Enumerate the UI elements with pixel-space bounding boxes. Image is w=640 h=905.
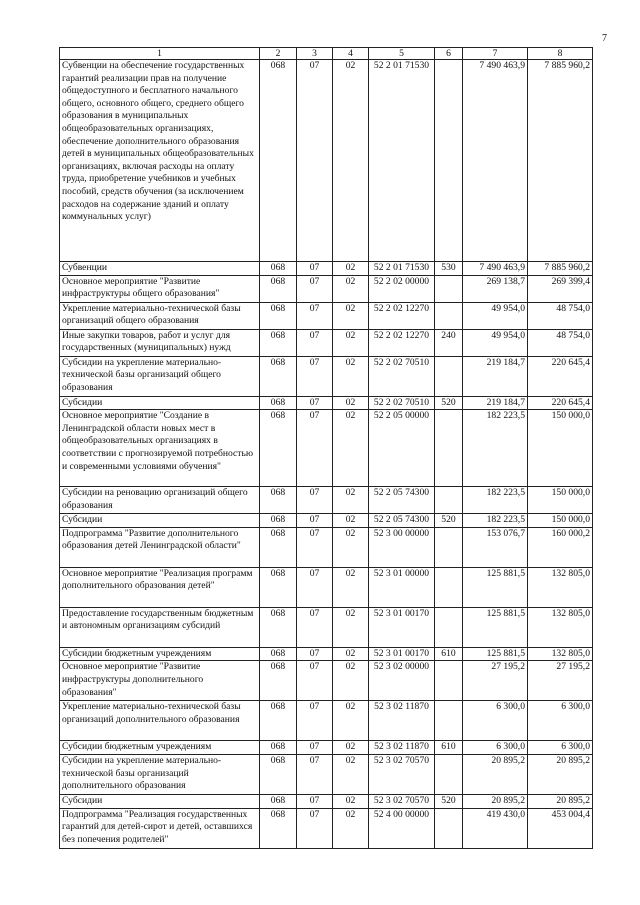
row-section-code: 07 <box>297 60 333 262</box>
row-name: Укрепление материально-технической базы организаций дополнительного образования <box>60 701 260 741</box>
page-number: 7 <box>602 33 607 44</box>
row-name: Субсидии <box>60 514 260 528</box>
row-sum-year1: 7 490 463,9 <box>463 60 528 262</box>
row-sum-year1: 6 300,0 <box>463 701 528 741</box>
column-header: 6 <box>435 48 463 60</box>
row-expense-type <box>435 808 463 848</box>
row-sum-year1: 419 430,0 <box>463 808 528 848</box>
table-row <box>60 567 593 607</box>
table-row <box>60 262 593 276</box>
column-header: 2 <box>260 48 297 60</box>
table-row <box>60 661 593 701</box>
row-target-code: 52 3 01 00000 <box>369 567 435 607</box>
row-expense-type <box>435 701 463 741</box>
row-section-code: 07 <box>297 356 333 396</box>
row-admin-code: 068 <box>260 741 297 755</box>
row-expense-type: 240 <box>435 329 463 356</box>
row-section-code: 07 <box>297 262 333 276</box>
row-name: Подпрограмма "Реализация государственных гарантий для детей-сирот и детей, оставшихся без попечения родителей" <box>60 808 260 848</box>
row-name: Субсидии бюджетным учреждениям <box>60 647 260 661</box>
row-target-code: 52 2 01 71530 <box>369 60 435 262</box>
row-target-code: 52 4 00 00000 <box>369 808 435 848</box>
row-subsection-code: 02 <box>333 607 369 647</box>
table-row <box>60 410 593 487</box>
table-row <box>60 356 593 396</box>
row-expense-type <box>435 487 463 514</box>
row-expense-type <box>435 275 463 302</box>
row-sum-year1: 49 954,0 <box>463 329 528 356</box>
row-section-code: 07 <box>297 701 333 741</box>
row-sum-year1: 219 184,7 <box>463 356 528 396</box>
row-name: Иные закупки товаров, работ и услуг для государственных (муниципальных) нужд <box>60 329 260 356</box>
row-target-code: 52 3 02 00000 <box>369 661 435 701</box>
row-name: Подпрограмма "Развитие дополнительного образования детей Ленинградской области" <box>60 527 260 567</box>
row-target-code: 52 3 02 70570 <box>369 794 435 808</box>
budget-table <box>59 47 593 849</box>
row-sum-year1: 182 223,5 <box>463 487 528 514</box>
row-subsection-code: 02 <box>333 410 369 487</box>
row-admin-code: 068 <box>260 396 297 410</box>
table-row <box>60 329 593 356</box>
row-sum-year1: 20 895,2 <box>463 794 528 808</box>
row-name: Субсидии <box>60 794 260 808</box>
column-header: 8 <box>528 48 593 60</box>
row-subsection-code: 02 <box>333 741 369 755</box>
column-header: 5 <box>369 48 435 60</box>
row-sum-year2: 6 300,0 <box>528 741 593 755</box>
row-expense-type <box>435 302 463 329</box>
table-header-row <box>60 48 593 60</box>
row-admin-code: 068 <box>260 607 297 647</box>
row-target-code: 52 3 01 00170 <box>369 607 435 647</box>
row-admin-code: 068 <box>260 661 297 701</box>
row-target-code: 52 3 02 11870 <box>369 701 435 741</box>
row-section-code: 07 <box>297 329 333 356</box>
table-row <box>60 647 593 661</box>
row-section-code: 07 <box>297 661 333 701</box>
table-row <box>60 701 593 741</box>
row-target-code: 52 3 01 00170 <box>369 647 435 661</box>
table-row <box>60 514 593 528</box>
row-sum-year1: 49 954,0 <box>463 302 528 329</box>
column-header: 4 <box>333 48 369 60</box>
row-sum-year2: 150 000,0 <box>528 487 593 514</box>
row-expense-type <box>435 410 463 487</box>
row-subsection-code: 02 <box>333 808 369 848</box>
row-sum-year2: 132 805,0 <box>528 607 593 647</box>
row-expense-type <box>435 356 463 396</box>
row-sum-year1: 153 076,7 <box>463 527 528 567</box>
row-sum-year2: 20 895,2 <box>528 794 593 808</box>
row-subsection-code: 02 <box>333 329 369 356</box>
row-section-code: 07 <box>297 794 333 808</box>
table-row <box>60 527 593 567</box>
row-subsection-code: 02 <box>333 701 369 741</box>
row-section-code: 07 <box>297 396 333 410</box>
row-section-code: 07 <box>297 607 333 647</box>
row-admin-code: 068 <box>260 302 297 329</box>
column-header: 7 <box>463 48 528 60</box>
row-name: Субсидии на реновацию организаций общего образования <box>60 487 260 514</box>
row-admin-code: 068 <box>260 60 297 262</box>
row-admin-code: 068 <box>260 701 297 741</box>
table-row <box>60 741 593 755</box>
row-subsection-code: 02 <box>333 647 369 661</box>
row-target-code: 52 3 00 00000 <box>369 527 435 567</box>
row-sum-year2: 453 004,4 <box>528 808 593 848</box>
row-target-code: 52 2 05 74300 <box>369 514 435 528</box>
row-name: Субсидии на укрепление материально-технической базы организаций дополнительного образования <box>60 754 260 794</box>
row-subsection-code: 02 <box>333 275 369 302</box>
column-header: 1 <box>60 48 260 60</box>
row-sum-year2: 220 645,4 <box>528 396 593 410</box>
row-subsection-code: 02 <box>333 514 369 528</box>
row-expense-type <box>435 60 463 262</box>
row-admin-code: 068 <box>260 262 297 276</box>
table-row <box>60 302 593 329</box>
row-subsection-code: 02 <box>333 794 369 808</box>
row-admin-code: 068 <box>260 808 297 848</box>
table-row <box>60 794 593 808</box>
row-expense-type <box>435 661 463 701</box>
row-name: Укрепление материально-технической базы организаций общего образования <box>60 302 260 329</box>
row-sum-year1: 7 490 463,9 <box>463 262 528 276</box>
row-name: Основное мероприятие "Реализация программ дополнительного образования детей" <box>60 567 260 607</box>
row-target-code: 52 3 02 11870 <box>369 741 435 755</box>
row-expense-type <box>435 567 463 607</box>
row-expense-type: 520 <box>435 794 463 808</box>
row-target-code: 52 2 02 00000 <box>369 275 435 302</box>
row-target-code: 52 2 05 00000 <box>369 410 435 487</box>
row-sum-year1: 125 881,5 <box>463 567 528 607</box>
table-body <box>60 60 593 849</box>
row-admin-code: 068 <box>260 527 297 567</box>
row-section-code: 07 <box>297 275 333 302</box>
row-sum-year1: 219 184,7 <box>463 396 528 410</box>
row-section-code: 07 <box>297 567 333 607</box>
row-admin-code: 068 <box>260 275 297 302</box>
row-name: Предоставление государственным бюджетным и автономным организациям субсидий <box>60 607 260 647</box>
row-sum-year2: 160 000,2 <box>528 527 593 567</box>
row-name: Субвенции <box>60 262 260 276</box>
row-section-code: 07 <box>297 647 333 661</box>
table-row <box>60 275 593 302</box>
row-sum-year2: 48 754,0 <box>528 329 593 356</box>
row-expense-type: 520 <box>435 396 463 410</box>
row-subsection-code: 02 <box>333 262 369 276</box>
row-admin-code: 068 <box>260 329 297 356</box>
table-row <box>60 607 593 647</box>
row-subsection-code: 02 <box>333 302 369 329</box>
row-name: Основное мероприятие "Развитие инфраструктуры дополнительного образования" <box>60 661 260 701</box>
column-header: 3 <box>297 48 333 60</box>
row-expense-type <box>435 754 463 794</box>
row-sum-year2: 48 754,0 <box>528 302 593 329</box>
row-sum-year2: 132 805,0 <box>528 647 593 661</box>
row-expense-type: 530 <box>435 262 463 276</box>
row-subsection-code: 02 <box>333 661 369 701</box>
row-target-code: 52 2 02 70510 <box>369 396 435 410</box>
row-subsection-code: 02 <box>333 356 369 396</box>
row-sum-year2: 269 399,4 <box>528 275 593 302</box>
row-subsection-code: 02 <box>333 396 369 410</box>
row-section-code: 07 <box>297 808 333 848</box>
row-section-code: 07 <box>297 514 333 528</box>
row-name: Субвенции на обеспечение государственных гарантий реализации прав на получение общедоступного и бесплатного начального общего, основного общего, среднего общего образования в муниципальных общеобразовательных организациях, обеспечение дополнительного образования детей в муниципальных общеобразовательных организациях, включая расходы на оплату труда, приобретение учебников и учебных пособий, средств обучения (за исключением расходов на содержание зданий и оплату коммунальных услуг) <box>60 60 260 262</box>
row-name: Субсидии на укрепление материально-технической базы организаций общего образования <box>60 356 260 396</box>
row-admin-code: 068 <box>260 754 297 794</box>
row-section-code: 07 <box>297 527 333 567</box>
row-admin-code: 068 <box>260 794 297 808</box>
row-target-code: 52 2 02 12270 <box>369 329 435 356</box>
row-admin-code: 068 <box>260 514 297 528</box>
row-sum-year2: 7 885 960,2 <box>528 262 593 276</box>
row-subsection-code: 02 <box>333 527 369 567</box>
table-row <box>60 754 593 794</box>
row-target-code: 52 3 02 70570 <box>369 754 435 794</box>
row-sum-year2: 20 895,2 <box>528 754 593 794</box>
row-admin-code: 068 <box>260 356 297 396</box>
row-section-code: 07 <box>297 754 333 794</box>
row-target-code: 52 2 02 70510 <box>369 356 435 396</box>
table-row <box>60 60 593 262</box>
row-target-code: 52 2 02 12270 <box>369 302 435 329</box>
row-sum-year1: 20 895,2 <box>463 754 528 794</box>
row-sum-year2: 6 300,0 <box>528 701 593 741</box>
row-sum-year1: 125 881,5 <box>463 647 528 661</box>
row-section-code: 07 <box>297 741 333 755</box>
row-target-code: 52 2 05 74300 <box>369 487 435 514</box>
row-name: Субсидии бюджетным учреждениям <box>60 741 260 755</box>
row-expense-type: 610 <box>435 647 463 661</box>
row-admin-code: 068 <box>260 410 297 487</box>
row-section-code: 07 <box>297 302 333 329</box>
row-admin-code: 068 <box>260 567 297 607</box>
row-sum-year1: 182 223,5 <box>463 514 528 528</box>
row-sum-year2: 27 195,2 <box>528 661 593 701</box>
row-sum-year1: 182 223,5 <box>463 410 528 487</box>
row-expense-type <box>435 527 463 567</box>
row-name: Субсидии <box>60 396 260 410</box>
row-sum-year2: 132 805,0 <box>528 567 593 607</box>
row-sum-year2: 7 885 960,2 <box>528 60 593 262</box>
row-expense-type: 610 <box>435 741 463 755</box>
row-sum-year2: 220 645,4 <box>528 356 593 396</box>
row-sum-year1: 125 881,5 <box>463 607 528 647</box>
row-section-code: 07 <box>297 410 333 487</box>
row-name: Основное мероприятие "Развитие инфраструктуры общего образования" <box>60 275 260 302</box>
row-admin-code: 068 <box>260 647 297 661</box>
row-subsection-code: 02 <box>333 60 369 262</box>
row-sum-year1: 27 195,2 <box>463 661 528 701</box>
row-subsection-code: 02 <box>333 487 369 514</box>
row-section-code: 07 <box>297 487 333 514</box>
row-sum-year1: 269 138,7 <box>463 275 528 302</box>
table-row <box>60 396 593 410</box>
row-expense-type: 520 <box>435 514 463 528</box>
row-sum-year2: 150 000,0 <box>528 514 593 528</box>
table-row <box>60 808 593 848</box>
row-admin-code: 068 <box>260 487 297 514</box>
row-sum-year1: 6 300,0 <box>463 741 528 755</box>
row-subsection-code: 02 <box>333 567 369 607</box>
row-expense-type <box>435 607 463 647</box>
row-target-code: 52 2 01 71530 <box>369 262 435 276</box>
row-subsection-code: 02 <box>333 754 369 794</box>
row-name: Основное мероприятие "Создание в Ленинградской области новых мест в общеобразовательных организациях в соответствии с прогнозируемой потребностью и современными условиями обучения" <box>60 410 260 487</box>
table-row <box>60 487 593 514</box>
row-sum-year2: 150 000,0 <box>528 410 593 487</box>
